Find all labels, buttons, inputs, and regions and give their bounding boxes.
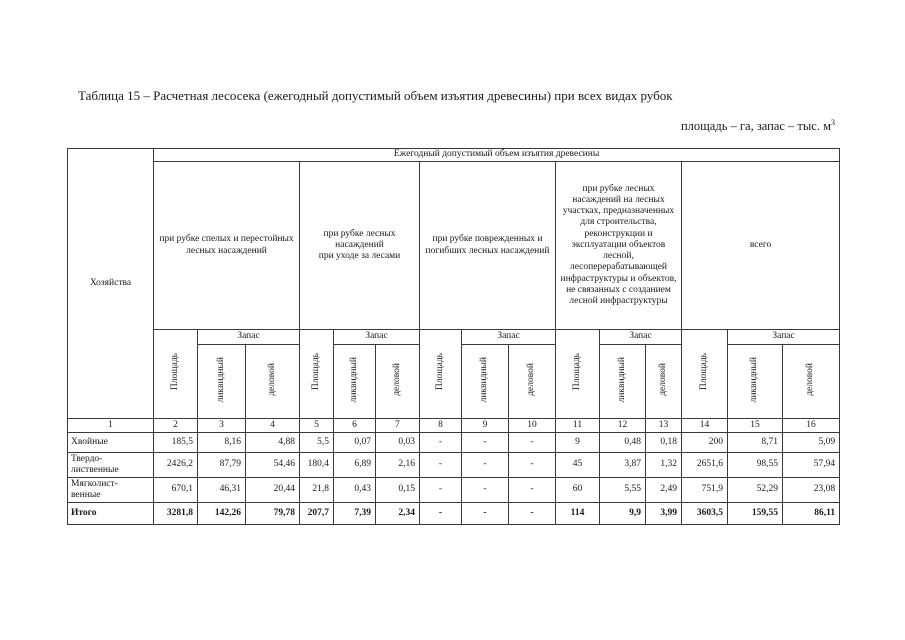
column-number: 13 <box>646 419 682 433</box>
table-cell: 98,55 <box>728 453 783 478</box>
header-liquid <box>600 345 646 419</box>
total-cell: - <box>462 503 509 525</box>
header-liquid-label: ликвидный <box>749 356 760 403</box>
header-liquid-label: ликвидный <box>479 356 490 403</box>
header-business-label: деловой <box>526 363 537 396</box>
column-number: 15 <box>728 419 783 433</box>
header-stock: Запас <box>198 330 300 345</box>
total-cell: 86,11 <box>783 503 840 525</box>
header-business <box>646 345 682 419</box>
header-liquid <box>198 345 246 419</box>
table-cell: 0,03 <box>376 433 420 453</box>
header-stock: Запас <box>334 330 420 345</box>
header-liquid-label: ликвидный <box>215 356 226 403</box>
header-group-total: всего <box>682 162 840 330</box>
table-cell: 0,43 <box>334 478 376 503</box>
column-number: 3 <box>198 419 246 433</box>
table-cell: 200 <box>682 433 728 453</box>
header-area-label: Площадь <box>571 353 582 391</box>
allowable-cut-table <box>67 148 840 525</box>
table-cell: 8,71 <box>728 433 783 453</box>
units-superscript: 3 <box>831 118 835 127</box>
table-cell: - <box>509 478 556 503</box>
table-cell: - <box>420 453 462 478</box>
table-cell: - <box>509 433 556 453</box>
column-number: 16 <box>783 419 840 433</box>
column-number: 10 <box>509 419 556 433</box>
total-cell: 2,34 <box>376 503 420 525</box>
table-cell: 670,1 <box>154 478 198 503</box>
table-cell: 0,07 <box>334 433 376 453</box>
table-cell: 0,18 <box>646 433 682 453</box>
table-cell: 5,55 <box>600 478 646 503</box>
table-cell: 87,79 <box>198 453 246 478</box>
table-cell: 2,16 <box>376 453 420 478</box>
column-numbers-row <box>68 419 840 433</box>
header-area <box>300 330 334 419</box>
column-number: 9 <box>462 419 509 433</box>
table-cell: 2,49 <box>646 478 682 503</box>
column-number: 2 <box>154 419 198 433</box>
total-cell: 7,39 <box>334 503 376 525</box>
header-liquid-label: ликвидный <box>616 356 627 403</box>
table-cell: 9 <box>556 433 600 453</box>
header-business-label: деловой <box>266 363 277 396</box>
header-business-label: деловой <box>391 363 402 396</box>
total-cell: 207,7 <box>300 503 334 525</box>
table-cell: 751,9 <box>682 478 728 503</box>
table-row <box>68 453 840 478</box>
column-number: 11 <box>556 419 600 433</box>
header-main: Ежегодный допустимый объем изъятия древесины <box>154 149 840 162</box>
table-row <box>68 478 840 503</box>
header-business <box>509 345 556 419</box>
table-cell: 5,09 <box>783 433 840 453</box>
header-stock: Запас <box>600 330 682 345</box>
header-liquid <box>728 345 783 419</box>
table-cell: 57,94 <box>783 453 840 478</box>
column-number: 8 <box>420 419 462 433</box>
table-cell: 0,48 <box>600 433 646 453</box>
header-business-label: деловой <box>657 363 668 396</box>
header-area <box>154 330 198 419</box>
table-cell: 46,31 <box>198 478 246 503</box>
total-label: Итого <box>68 503 154 525</box>
table-cell: - <box>462 433 509 453</box>
total-cell: 3281,8 <box>154 503 198 525</box>
total-cell: 3603,5 <box>682 503 728 525</box>
total-cell: 3,99 <box>646 503 682 525</box>
table-cell: 8,16 <box>198 433 246 453</box>
total-cell: 79,78 <box>246 503 300 525</box>
header-liquid-label: ликвидный <box>348 356 359 403</box>
header-area <box>682 330 728 419</box>
table-cell: 23,08 <box>783 478 840 503</box>
row-name: Мягколист- венные <box>68 478 154 503</box>
header-group-infrastructure: при рубке лесных насаждений на лесных участках, предназначенных для строительства, реконструкции и эксплуатации объектов лесной, лесоперерабатывающей инфраструктуры и объектов, не связанных с созданием лесной инфраструктуры <box>556 162 682 330</box>
units-note <box>681 118 835 134</box>
table-cell: 2651,6 <box>682 453 728 478</box>
table-cell: - <box>462 478 509 503</box>
header-business <box>783 345 840 419</box>
total-cell: 159,55 <box>728 503 783 525</box>
table-cell: 60 <box>556 478 600 503</box>
column-number: 6 <box>334 419 376 433</box>
header-area <box>556 330 600 419</box>
table-cell: 5,5 <box>300 433 334 453</box>
table-cell: - <box>420 478 462 503</box>
table-cell: 180,4 <box>300 453 334 478</box>
total-cell: - <box>420 503 462 525</box>
table-cell: - <box>462 453 509 478</box>
column-number: 12 <box>600 419 646 433</box>
header-area-label: Площадь <box>698 353 709 391</box>
table-cell: 4,88 <box>246 433 300 453</box>
table-cell: 6,89 <box>334 453 376 478</box>
row-name: Хвойные <box>68 433 154 453</box>
table-cell: 54,46 <box>246 453 300 478</box>
total-cell: - <box>509 503 556 525</box>
table-row <box>68 433 840 453</box>
table-cell: 2426,2 <box>154 453 198 478</box>
total-cell: 9,9 <box>600 503 646 525</box>
total-cell: 142,26 <box>198 503 246 525</box>
table-cell: 20,44 <box>246 478 300 503</box>
column-number: 7 <box>376 419 420 433</box>
table-cell: 3,87 <box>600 453 646 478</box>
column-number: 4 <box>246 419 300 433</box>
total-row <box>68 503 840 525</box>
table-cell: 185,5 <box>154 433 198 453</box>
header-business <box>376 345 420 419</box>
header-stock: Запас <box>462 330 556 345</box>
table-cell: 45 <box>556 453 600 478</box>
header-group-damaged: при рубке поврежденных и погибших лесных насаждений <box>420 162 556 330</box>
header-stock: Запас <box>728 330 840 345</box>
header-area-label: Площадь <box>310 353 321 391</box>
table-cell: 52,29 <box>728 478 783 503</box>
column-number: 1 <box>68 419 154 433</box>
header-area <box>420 330 462 419</box>
table-cell: 0,15 <box>376 478 420 503</box>
header-area-label: Площадь <box>434 353 445 391</box>
column-number: 5 <box>300 419 334 433</box>
table-cell: 21,8 <box>300 478 334 503</box>
header-liquid <box>462 345 509 419</box>
header-group-mature: при рубке спелых и перестойных лесных насаждений <box>154 162 300 330</box>
header-farms: Хозяйства <box>68 149 154 419</box>
units-text: площадь – га, запас – тыс. м <box>680 119 831 134</box>
header-business <box>246 345 300 419</box>
header-area-label: Площадь <box>169 353 180 391</box>
table-title: Таблица 15 – Расчетная лесосека (ежегодный допустимый объем изъятия древесины) при всех видах рубок <box>78 88 673 103</box>
column-number: 14 <box>682 419 728 433</box>
table-cell: - <box>509 453 556 478</box>
header-liquid <box>334 345 376 419</box>
header-group-thinning: при рубке лесных насаждений при уходе за лесами <box>300 162 420 330</box>
header-business-label: деловой <box>805 363 816 396</box>
row-name: Твердо- лиственные <box>68 453 154 478</box>
table-cell: - <box>420 433 462 453</box>
table-cell: 1,32 <box>646 453 682 478</box>
total-cell: 114 <box>556 503 600 525</box>
